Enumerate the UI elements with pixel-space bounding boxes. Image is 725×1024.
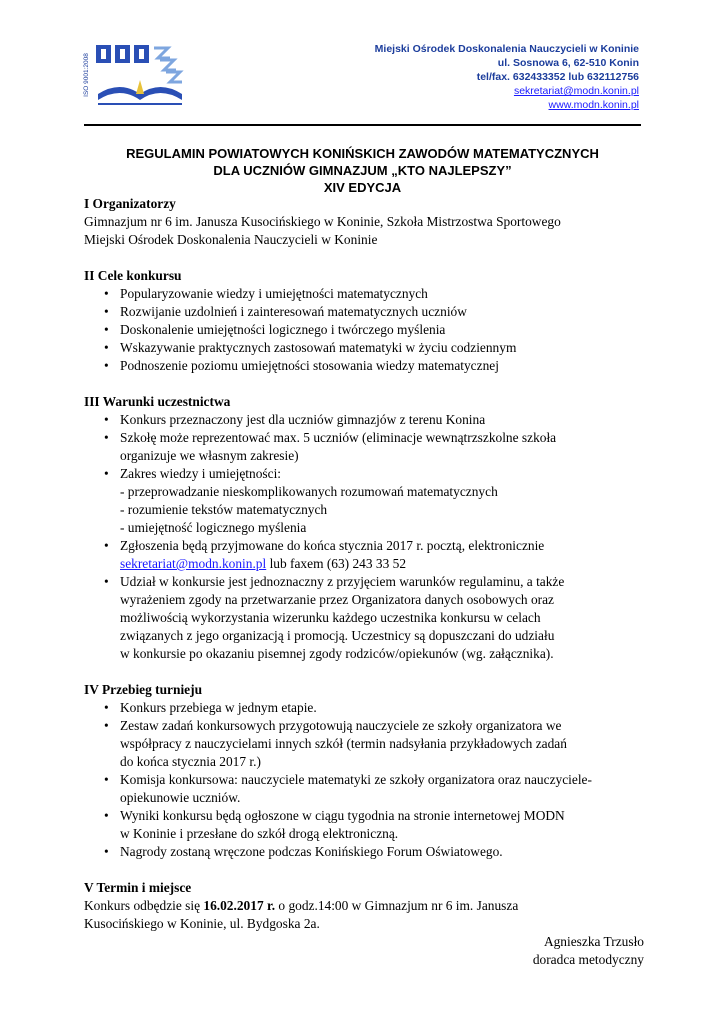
list-item: [84, 465, 644, 537]
section-goals-heading: II Cele konkursu: [84, 268, 182, 283]
list-item-line: wyrażeniem zgody na przetwarzanie przez Organizatora danych osobowych oraz: [120, 592, 554, 607]
title-line-3: XIV EDYCJA: [323, 180, 402, 195]
title-line-1: REGULAMIN POWIATOWYCH KONIŃSKICH ZAWODÓW MATEMATYCZNYCH: [126, 146, 599, 161]
date-line-post: o godz.14:00 w Gimnazjum nr 6 im. Janusza: [275, 898, 519, 913]
contest-date: 16.02.2017 r.: [203, 898, 276, 913]
list-item: [84, 573, 644, 663]
section-course-heading: IV Przebieg turnieju: [84, 682, 203, 697]
list-item: [84, 807, 644, 843]
list-item-line: współpracy z nauczycielami innych szkół (termin nadsyłania przykładowych zadań: [120, 736, 567, 751]
list-item-line: organizuje we własnym zakresie): [120, 448, 299, 463]
list-item: • Konkurs przeznaczony jest dla uczniów gimnazjów z terenu Konina: [84, 411, 644, 429]
course-list: [84, 699, 644, 861]
document-body: [84, 195, 644, 969]
section-date-place-text: [84, 897, 644, 933]
conditions-list: [84, 411, 644, 663]
list-item-line: • Udział w konkursie jest jednoznaczny z przyjęciem warunków regulaminu, a także: [120, 574, 565, 589]
list-item: [84, 717, 644, 771]
list-item: [84, 429, 644, 465]
list-item-line: w konkursie po okazaniu pisemnej zgody rodziców/opiekunów (wg. załącznika).: [120, 646, 554, 661]
org-address: ul. Sosnowa 6, 62-510 Konin: [497, 57, 639, 69]
list-item-line: • Komisja konkursowa: nauczyciele matematyki ze szkoły organizatora oraz nauczyciele-: [120, 772, 592, 787]
fax-text: lub faxem (63) 243 33 52: [266, 556, 407, 571]
list-item-line: - umiejętność logicznego myślenia: [120, 520, 307, 535]
list-item: • Popularyzowanie wiedzy i umiejętności matematycznych: [84, 285, 644, 303]
date-line: [84, 897, 644, 915]
place-line: Kusocińskiego w Koninie, ul. Bydgoska 2a.: [84, 916, 320, 931]
section-organizers-text: [84, 213, 644, 249]
modn-logo: [82, 36, 190, 114]
list-item-line: do końca stycznia 2017 r.): [120, 754, 261, 769]
organization-header: [375, 42, 639, 112]
iso-text: ISO 9001:2008: [83, 53, 90, 97]
date-line-pre: Konkurs odbędzie się: [84, 898, 204, 913]
document-title: [84, 145, 641, 196]
list-item: • Wskazywanie praktycznych zastosowań matematyki w życiu codziennym: [84, 339, 644, 357]
section-date-place-heading: V Termin i miejsce: [84, 880, 192, 895]
org-name: Miejski Ośrodek Doskonalenia Nauczycieli w Koninie: [374, 43, 639, 55]
goals-list: [84, 285, 644, 375]
submission-email-link[interactable]: sekretariat@modn.konin.pl: [120, 556, 267, 571]
signature-role: doradca metodyczny: [532, 952, 644, 967]
list-item: • Rozwijanie uzdolnień i zainteresowań matematycznych uczniów: [84, 303, 644, 321]
list-item-line: • Zgłoszenia będą przyjmowane do końca stycznia 2017 r. pocztą, elektronicznie: [120, 538, 545, 553]
logo-graphic: [82, 36, 190, 114]
org-phone: tel/fax. 632433352 lub 632112756: [476, 71, 639, 83]
organizers-line: Gimnazjum nr 6 im. Janusza Kusocińskiego w Koninie, Szkoła Mistrzostwa Sportowego: [84, 214, 561, 229]
list-item: • Podnoszenie poziomu umiejętności stosowania wiedzy matematycznej: [84, 357, 644, 375]
list-item: • Nagrody zostaną wręczone podczas Konińskiego Forum Oświatowego.: [84, 843, 644, 861]
section-conditions-heading: III Warunki uczestnictwa: [84, 394, 231, 409]
list-item-line: w Koninie i przesłane do szkół drogą elektroniczną.: [120, 826, 399, 841]
list-item-line: • Wyniki konkursu będą ogłoszone w ciągu tygodnia na stronie internetowej MODN: [120, 808, 565, 823]
header-divider: [84, 124, 641, 126]
list-item: • Doskonalenie umiejętności logicznego i twórczego myślenia: [84, 321, 644, 339]
list-item-line: • Zestaw zadań konkursowych przygotowują nauczyciele ze szkoły organizatora we: [120, 718, 562, 733]
organizers-line: Miejski Ośrodek Doskonalenia Nauczycieli w Koninie: [84, 232, 378, 247]
title-line-2: DLA UCZNIÓW GIMNAZJUM „KTO NAJLEPSZY”: [213, 163, 512, 178]
list-item: [84, 771, 644, 807]
list-item-line: związanych z jego organizacją i promocją. Uczestnicy są dopuszczani do udziału: [120, 628, 555, 643]
signature-block: [84, 933, 644, 969]
list-item: • Konkurs przebiega w jednym etapie.: [84, 699, 644, 717]
org-email-link[interactable]: sekretariat@modn.konin.pl: [513, 85, 639, 97]
list-item: [84, 537, 644, 573]
list-item-line: możliwością wykorzystania wizerunku każdego uczestnika konkursu w celach: [120, 610, 541, 625]
list-item-line: • Zakres wiedzy i umiejętności:: [120, 466, 282, 481]
org-website-link[interactable]: www.modn.konin.pl: [548, 99, 639, 111]
signature-name: Agnieszka Trzusło: [543, 934, 644, 949]
list-item-line: [120, 555, 644, 573]
list-item-line: opiekunowie uczniów.: [120, 790, 241, 805]
list-item-line: • Szkołę może reprezentować max. 5 uczniów (eliminacje wewnątrzszkolne szkoła: [120, 430, 557, 445]
list-item-line: - przeprowadzanie nieskomplikowanych rozumowań matematycznych: [120, 484, 498, 499]
section-organizers-heading: I Organizatorzy: [84, 196, 176, 211]
list-item-line: - rozumienie tekstów matematycznych: [120, 502, 328, 517]
